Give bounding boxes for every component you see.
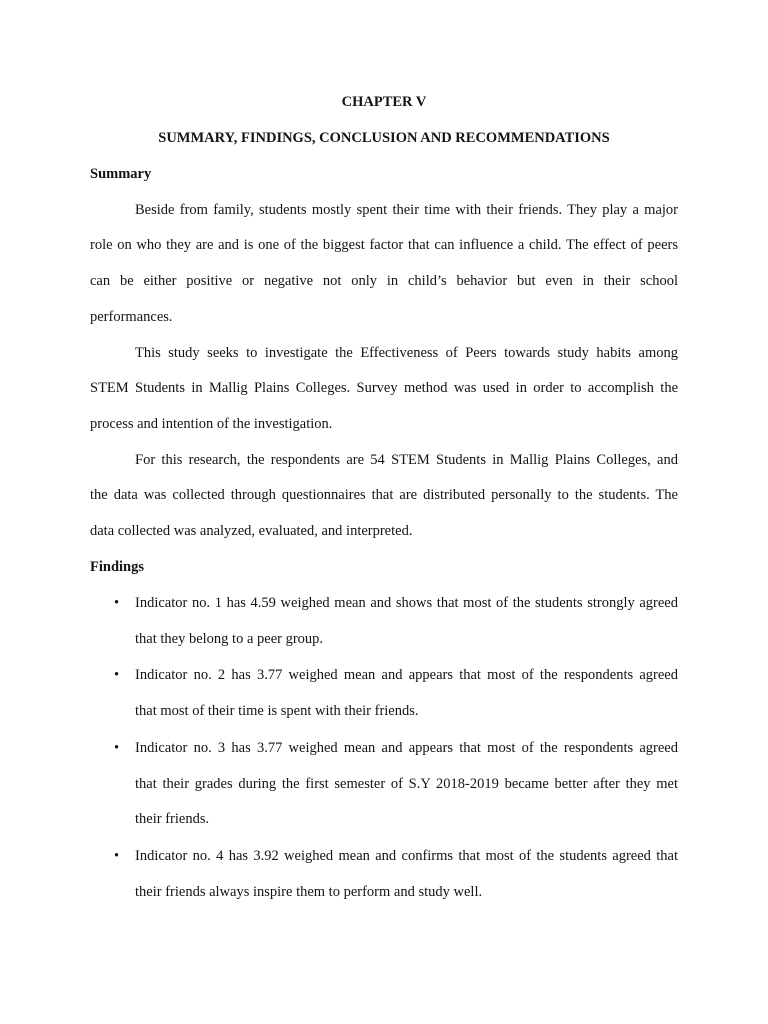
bullet-marker: • xyxy=(114,667,120,683)
finding-line: Indicator no. 1 has 4.59 weighed mean and shows that most of the students strongly agreed xyxy=(135,595,678,611)
summary-line: data collected was analyzed, evaluated, and interpreted. xyxy=(90,523,413,539)
chapter-heading: CHAPTER V xyxy=(341,94,427,110)
finding-line: their friends. xyxy=(135,811,210,827)
summary-line: This study seeks to investigate the Effectiveness of Peers towards study habits among xyxy=(135,345,678,361)
finding-line: that they belong to a peer group. xyxy=(135,631,324,647)
summary-line: role on who they are and is one of the biggest factor that can influence a child. The effect of peers xyxy=(90,237,678,253)
summary-line: Beside from family, students mostly spent their time with their friends. They play a major xyxy=(135,202,678,218)
summary-line: process and intention of the investigation. xyxy=(90,416,333,432)
finding-line: Indicator no. 3 has 3.77 weighed mean and appears that most of the respondents agreed xyxy=(135,740,678,756)
summary-line: STEM Students in Mallig Plains Colleges. Survey method was used in order to accomplish the xyxy=(90,380,678,396)
summary-heading: Summary xyxy=(90,166,152,182)
summary-line: the data was collected through questionnaires that are distributed personally to the students. The xyxy=(90,487,678,503)
summary-line: performances. xyxy=(90,309,173,325)
bullet-marker: • xyxy=(114,595,120,611)
finding-line: their friends always inspire them to perform and study well. xyxy=(135,884,483,900)
summary-line: can be either positive or negative not only in child’s behavior but even in their school xyxy=(90,273,678,289)
finding-line: Indicator no. 2 has 3.77 weighed mean and appears that most of the respondents agreed xyxy=(135,667,678,683)
finding-line: that most of their time is spent with their friends. xyxy=(135,703,419,719)
bullet-marker: • xyxy=(114,848,120,864)
summary-line: For this research, the respondents are 54 STEM Students in Mallig Plains Colleges, and xyxy=(135,452,678,468)
findings-heading: Findings xyxy=(90,559,144,575)
chapter-title: SUMMARY, FINDINGS, CONCLUSION AND RECOMMENDATIONS xyxy=(158,130,610,146)
finding-line: that their grades during the first semester of S.Y 2018-2019 became better after they met xyxy=(135,776,678,792)
bullet-marker: • xyxy=(114,740,120,756)
finding-line: Indicator no. 4 has 3.92 weighed mean and confirms that most of the students agreed that xyxy=(135,848,678,864)
